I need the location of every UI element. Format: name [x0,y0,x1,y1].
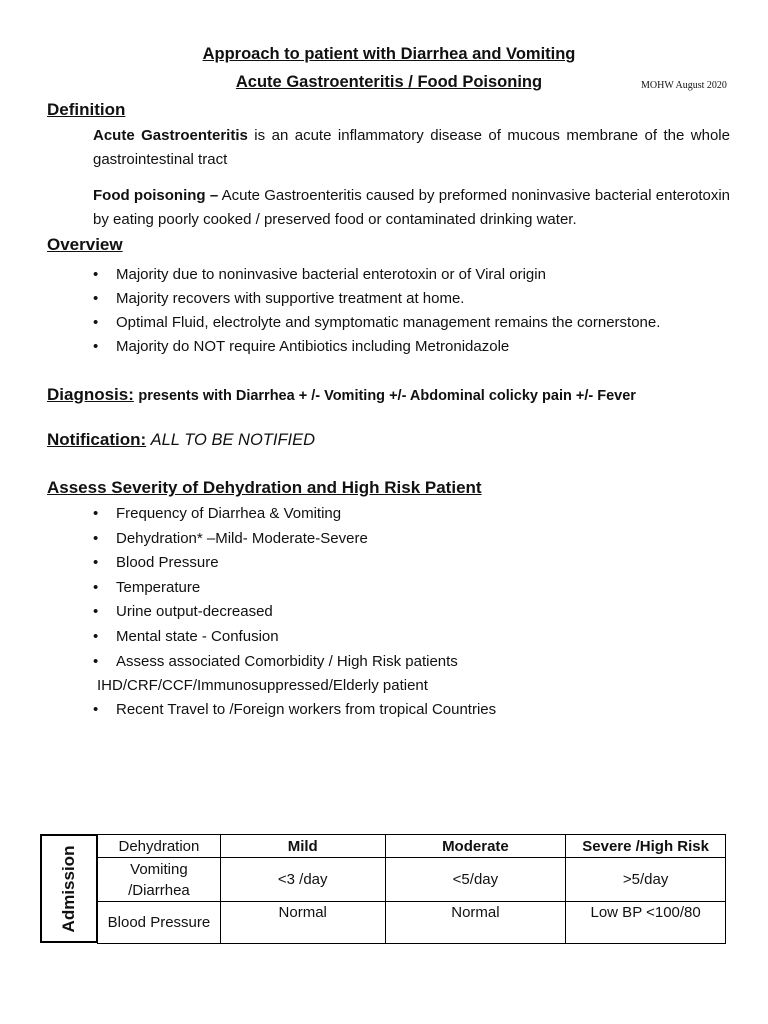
list-item: • Blood Pressure [93,551,733,576]
table-cell: Blood Pressure [98,902,221,944]
table-cell: Low BP <100/80 [566,902,726,944]
gastroenteritis-text: is an acute inflammatory disease of mucous membrane of the whole gastrointestinal tract [93,127,730,168]
date-stamp: MOHW August 2020 [641,80,727,91]
table-cell: <3 /day [220,858,385,902]
list-item-comorbidity [93,650,733,698]
list-item: • Frequency of Diarrhea & Vomiting [93,502,733,527]
definition-heading: Definition [47,100,126,119]
notification-heading: Notification: [47,430,147,449]
table-row [98,902,726,944]
admission-label-box [40,834,97,943]
table-row [98,858,726,902]
header-cell: Mild [220,835,385,858]
list-item: • Mental state - Confusion [93,625,733,650]
list-item: • Dehydration* –Mild- Moderate-Severe [93,527,733,552]
diagnosis-line [47,385,636,405]
comorbidity-sub: IHD/CRF/CCF/Immunosuppressed/Elderly patient [97,676,428,694]
list-item: • Urine output-decreased [93,600,733,625]
list-item: • Majority due to noninvasive bacterial enterotoxin or of Viral origin [93,263,743,287]
header-cell: Dehydration [98,835,221,858]
table-cell: >5/day [566,858,726,902]
list-item: • Majority do NOT require Antibiotics including Metronidazole [93,335,743,359]
header-cell: Severe /High Risk [566,835,726,858]
list-item: • Majority recovers with supportive treatment at home. [93,287,743,311]
table-header-row [98,835,726,858]
comorbidity-text: Assess associated Comorbidity / High Risk patients [116,652,458,670]
table-cell: Normal [385,902,566,944]
table-cell: <5/day [385,858,566,902]
notification-text: ALL TO BE NOTIFIED [150,431,316,449]
diagnosis-text: presents with Diarrhea + /- Vomiting +/- Abdominal colicky pain +/- Fever [138,388,636,404]
admission-label: Admission [59,845,78,932]
term-food-poisoning: Food poisoning – [93,187,219,204]
term-gastroenteritis: Acute Gastroenteritis [93,127,248,144]
table-cell: Vomiting /Diarrhea [98,858,221,902]
definition-gastroenteritis [93,124,730,172]
diagnosis-heading: Diagnosis: [47,385,134,404]
dehydration-table [97,834,726,944]
document-subtitle: Acute Gastroenteritis / Food Poisoning [235,73,543,91]
list-item: • Optimal Fluid, electrolyte and symptomatic management remains the cornerstone. [93,311,743,335]
overview-list [93,263,743,359]
notification-line [47,430,315,450]
list-item: • Temperature [93,576,733,601]
overview-heading: Overview [47,235,123,254]
header-cell: Moderate [385,835,566,858]
assess-list [93,502,733,722]
list-item: • Recent Travel to /Foreign workers from tropical Countries [93,698,733,723]
food-poisoning-text: Acute Gastroenteritis caused by preformed noninvasive bacterial enterotoxin by eating poorly cooked / preserved food or contaminated drinking water. [93,187,730,228]
table-cell: Normal [220,902,385,944]
assess-heading: Assess Severity of Dehydration and High Risk Patient [47,478,482,497]
document-title: Approach to patient with Diarrhea and Vomiting [202,45,576,63]
definition-food-poisoning [93,184,730,232]
